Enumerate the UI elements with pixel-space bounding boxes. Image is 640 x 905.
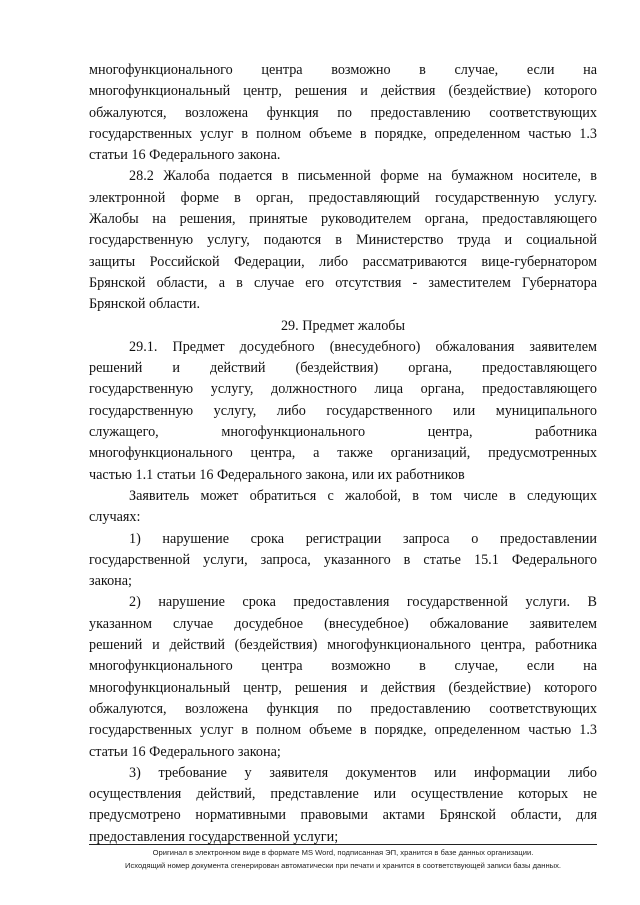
text-line: Брянской области, а в случае его отсутствия - заместителем Губернатора	[89, 274, 597, 291]
text-line: электронной форме в орган, предоставляющий государственную услугу.	[89, 189, 597, 206]
text-line: осуществления действий, представление или осуществление которых не	[89, 786, 597, 803]
text-line: Брянской области.	[89, 296, 201, 313]
text-line: обжалуются, возложена функция по предоставлению соответствующих	[89, 700, 597, 717]
text-line: 29.1. Предмет досудебного (внесудебного) обжалования заявителем	[129, 338, 597, 355]
footer-note-original: Оригинал в электронном виде в формате MS Word, подписанная ЭП, хранится в базе данных организации.	[152, 848, 534, 857]
text-line: многофункционального центра возможно в случае, если на	[89, 658, 597, 675]
text-line: предоставления государственной услуги;	[89, 828, 339, 845]
text-line: государственную услугу, либо государственного или муниципального	[89, 402, 597, 419]
text-line: статьи 16 Федерального закона.	[89, 147, 281, 164]
text-line: многофункциональный центр, решения и действия (бездействие) которого	[89, 679, 597, 696]
text-line: государственной услуги, запроса, указанного в статье 15.1 Федерального	[89, 551, 597, 568]
text-line: обжалуются, возложена функция по предоставлению соответствующих	[89, 104, 597, 121]
text-line: случаях:	[89, 509, 141, 526]
text-line: государственных услуг в полном объеме в порядке, определенном частью 1.3	[89, 125, 597, 142]
section-heading: 29. Предмет жалобы	[280, 317, 406, 334]
text-line: 28.2 Жалоба подается в письменной форме на бумажном носителе, в	[129, 168, 597, 185]
footer-note-number: Исходящий номер документа сгенерирован автоматически при печати и хранится в соответствующей записи базы данных.	[124, 861, 561, 870]
text-line: 1) нарушение срока регистрации запроса о предоставлении	[129, 530, 597, 547]
text-line: решений и действий (бездействия) многофункционального центра, работника	[89, 637, 597, 654]
text-line: многофункционального центра, а также организаций, предусмотренных	[89, 445, 597, 462]
text-line: многофункционального центра возможно в случае, если на	[89, 62, 597, 78]
text-line: частью 1.1 статьи 16 Федерального закона, или их работников	[89, 466, 465, 483]
text-line: служащего, многофункционального центра, работника	[89, 424, 597, 441]
text-line: государственную услугу, должностного лица органа, предоставляющего	[89, 381, 597, 398]
text-line: многофункциональный центр, решения и действия (бездействие) которого	[89, 83, 597, 100]
text-line: государственных услуг в полном объеме в порядке, определенном частью 1.3	[89, 722, 597, 739]
text-line: статьи 16 Федерального закона;	[89, 743, 281, 760]
text-line: государственную услугу, подаются в Министерство труда и социальной	[89, 232, 597, 249]
text-line: предусмотрено нормативными правовыми актами Брянской области, для	[89, 807, 597, 824]
footer-divider	[89, 844, 597, 845]
text-line: указанном случае досудебное (внесудебное) обжалование заявителем	[89, 615, 597, 632]
document-body	[89, 60, 597, 848]
text-line: решений и действий (бездействия) органа, предоставляющего	[89, 360, 597, 377]
text-line: 2) нарушение срока предоставления государственной услуги. В	[129, 594, 597, 611]
text-line: Заявитель может обратиться с жалобой, в том числе в следующих	[129, 487, 597, 504]
text-line: 3) требование у заявителя документов или информации либо	[129, 764, 597, 781]
text-line: защиты Российской Федерации, либо рассматриваются вице-губернатором	[89, 253, 597, 270]
text-line: закона;	[89, 573, 132, 590]
text-line: Жалобы на решения, принятые руководителем органа, предоставляющего	[89, 211, 597, 228]
